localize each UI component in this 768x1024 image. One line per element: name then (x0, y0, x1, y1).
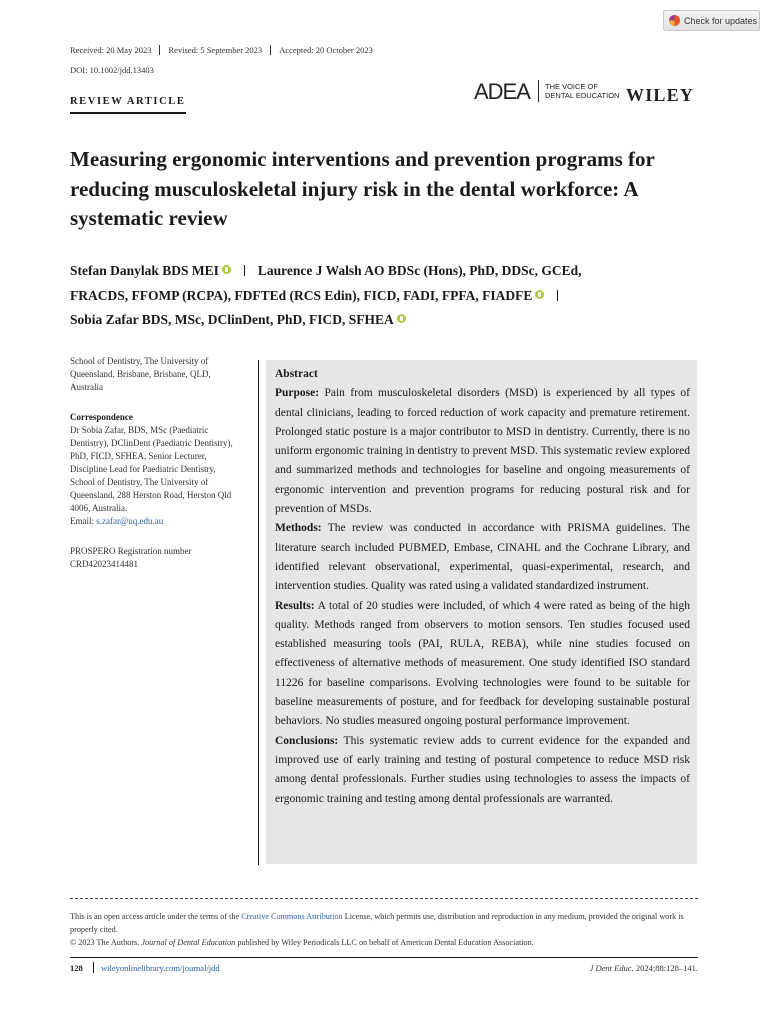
column-divider (258, 360, 259, 865)
author-name[interactable]: Laurence J Walsh AO BDSc (Hons), PhD, DDSc, GCEd, (257, 263, 582, 278)
crossmark-icon (669, 15, 680, 26)
article-type: REVIEW ARTICLE (70, 96, 186, 114)
email-label: Email: (70, 516, 94, 526)
journal-abbrev: J Dent Educ. (589, 963, 634, 973)
author-separator (244, 265, 245, 276)
journal-url-link[interactable]: wileyonlinelibrary.com/journal/jdd (101, 963, 220, 973)
adea-tagline-line1: THE VOICE OF (545, 82, 598, 91)
prospero-number: CRD42023414481 (70, 559, 139, 569)
orcid-icon[interactable] (397, 314, 406, 323)
abstract-methods (275, 519, 690, 596)
wiley-logo: WILEY (626, 85, 695, 105)
cc-license-link[interactable]: Creative Commons Attribution (241, 912, 343, 921)
journal-citation (590, 963, 698, 973)
article-history (70, 45, 381, 55)
abstract-purpose (275, 384, 690, 519)
orcid-icon[interactable] (535, 290, 544, 299)
page-footer-rule (70, 957, 698, 958)
copyright-post: published by Wiley Periodicals LLC on behalf of American Dental Education Association. (237, 938, 534, 947)
abstract-box (266, 360, 697, 864)
license-footer (70, 910, 700, 949)
orcid-icon[interactable] (222, 265, 231, 274)
adea-tagline-line2: DENTAL EDUCATION (545, 91, 620, 100)
results-label: Results: (275, 599, 315, 612)
purpose-text: Pain from musculoskeletal disorders (MSD) is experienced by all types of dental clinicians, leading to forced reduction of work capacity and premature retirement. Prolonged static posture is a major contributor to MSD in dentistry. Currently, there is no uniform ergonomic training in dentistry to prevent MSD. This systematic review explored and summarized methods and technologies for baseline and ongoing measurements of ergonomic intervention and prevention programs for reducing postural risk and for prevention of MSDs. (275, 387, 691, 516)
correspondence-heading: Correspondence (70, 412, 133, 422)
methods-text: The review was conducted in accordance with PRISMA guidelines. The literature search included PUBMED, Embase, CINAHL and the Cochrane Library, and identified relevant observational, experimental, quasi-experimental, research, and intervention studies. Quality was rated using a validated standardized instrument. (275, 522, 690, 593)
conclusions-text: This systematic review adds to current evidence for the expanded and improved use of early training and testing of postural competence to reduce MSD risk among dental professionals. Further studies using technologies to assess the impacts of ergonomic training and testing among dental professionals are warranted. (275, 734, 691, 805)
page-number: 128 (70, 963, 83, 973)
email-link[interactable]: s.zafar@uq.edu.au (96, 516, 164, 526)
prospero-label: PROSPERO Registration number (70, 546, 192, 556)
sidebar (70, 355, 242, 588)
license-post: License, which permits use, distribution and reproduction in any medium, provided the original work is properly cited. (70, 912, 684, 934)
abstract-results (275, 597, 690, 732)
logo-divider (538, 80, 539, 102)
journal-name: Journal of Dental Education (141, 938, 236, 947)
abstract-conclusions (275, 732, 690, 809)
author-name[interactable]: Stefan Danylak BDS MEI (70, 263, 219, 278)
revised-date: Revised: 5 September 2023 (159, 45, 270, 55)
accepted-date: Accepted: 20 October 2023 (270, 45, 381, 55)
citation-detail: 2024;88:128–141. (635, 963, 698, 973)
footer-separator (93, 962, 94, 973)
correspondence-body: Dr Sobia Zafar, BDS, MSc (Paediatric Dentistry), DClinDent (Paediatric Dentistry), PhD, FICD, SFHEA, Senior Lecturer, Discipline Lead for Paediatric Dentistry, School of Dentistry, The University of Queensland, 288 Herston Road, Herston Qld 4006, Australia. (70, 425, 233, 513)
adea-tagline (545, 82, 619, 100)
footer-divider (70, 898, 698, 899)
author-separator (557, 290, 558, 301)
doi[interactable]: DOI: 10.1002/jdd.13403 (70, 65, 154, 75)
correspondence-block (70, 411, 242, 528)
author-list (70, 259, 700, 333)
affiliation: School of Dentistry, The University of Queensland, Brisbane, Brisbane, QLD, Australia (70, 356, 211, 392)
check-for-updates-button[interactable] (663, 10, 760, 31)
purpose-label: Purpose: (275, 387, 320, 400)
methods-label: Methods: (275, 522, 322, 535)
abstract-heading: Abstract (275, 368, 318, 380)
adea-logo: ADEA (474, 79, 530, 104)
copyright-pre: © 2023 The Authors. (70, 938, 140, 947)
author-credentials: FRACDS, FFOMP (RCPA), FDFTEd (RCS Edin), FICD, FADI, FPFA, FIADFE (70, 287, 533, 303)
prospero-block (70, 545, 242, 571)
received-date: Received: 20 May 2023 (70, 45, 152, 55)
article-title: Measuring ergonomic interventions and prevention programs for reducing musculoskeletal injury risk in the dental workforce: A systematic review (70, 147, 655, 230)
results-text: A total of 20 studies were included, of which 4 were rated as being of the high quality. Methods ranged from observers to motion sensors. Ten studies focused used established measuring tools (PAI, RULA, REBA), while nine studies focused on effectiveness of alternative methods of measurement. One study identified ISO standard 11226 for baseline comparisons. Evolving technologies were found to be suitable for baseline measurements of posture, and for feedback for developing sustainable postural behaviors. No studies measured ongoing postural performance improvement. (275, 599, 690, 728)
license-pre: This is an open access article under the terms of the (70, 912, 240, 921)
author-name[interactable]: Sobia Zafar BDS, MSc, DClinDent, PhD, FICD, SFHEA (70, 312, 394, 327)
conclusions-label: Conclusions: (275, 734, 339, 747)
check-for-updates-label: Check for updates (684, 15, 758, 26)
